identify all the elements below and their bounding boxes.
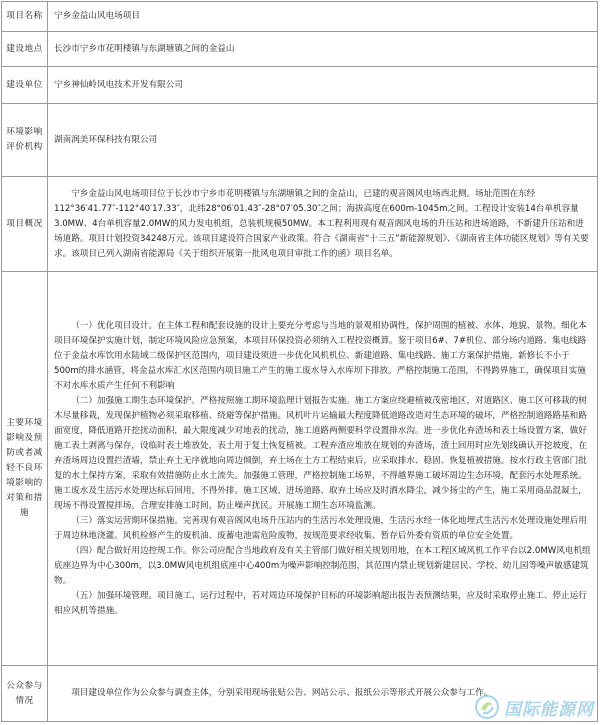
label-project-name: 项目名称: [2, 2, 48, 32]
row-eia-org: [2, 104, 598, 177]
public-paragraph: 项目建设单位作为公众参与调查主体，分别采用现场张贴公告、网站公示、报纸公示等形式开展公众参与工作。: [71, 688, 493, 698]
value-builder: 宁乡神仙岭风电技术开发有限公司: [48, 67, 598, 104]
measure-paragraph-4: （四）配合做好用边控规工作。你公司应配合当地政府及有关主管部门做好相关规划用地，在本工程区域风机工作平台以2.0MW风电机组底座边界为中心300m，以3.0MW风电机组底座中心400m为噪声影响控制范围，其范围内禁止规划新建居民、学校、幼儿园等噪声敏感建筑物。: [54, 545, 591, 586]
measure-paragraph-2: （二）加强施工期生态环境保护。严格按照施工期环境监理计划报告实施。施工方案应绕避植被茂密地区，对道路区、施工区可移栽的树木尽量移栽，发现保护植物必须采取移植、绕避等保护措施。风机叶片运输最大程度降低道路改造对生态环境的破坏，严格控制道路路基和路面宽度，降低道路开挖扰动面积，最大限度减少对地表的扰动，施工道路两侧要科学设置排水沟。进一步优化弃渣场和表土场设置方案，做好施工表土剥离与保存，设临时表土堆放处，表土用于复土恢复植被。工程弃渣应堆放在规划的弃渣场，渣土回用时应先划线确认开挖坡度，在弃渣场周边设置拦渣墙，禁止弃土无序就地向周边倾倒，弃土场在土方工程结束后，应采取排水、稳固、恢复植被措施。按水行政主管部门批复的水土保持方案，采取有效措施防止水土流失。加强施工管理，严格控制施工场界，不得越界施工破坏周边生态环境，配套污水处理系统。施工废水及生活污水处理达标后回用，不得外排。施工区域、进场道路、取弃土场应及时洒水降尘，减少扬尘的产生，施工采用商品混凝土，现场不得设置搅拌场。合理安排施工时间，防止噪声扰民。开展施工期生态环境监测。: [54, 395, 587, 511]
value-overview: [48, 177, 598, 272]
watermark: [474, 692, 594, 722]
project-info-table: [1, 1, 598, 722]
row-builder: [2, 67, 598, 104]
value-measures: [48, 272, 598, 666]
measure-paragraph-1: （一）优化项目设计。在主体工程和配套设施的设计上要充分考虑与当地的景观相协调性，保护周围的植被、水体、地貌、景物。细化本项目环境保护实施计划，制定环境风险应急预案，本项目环保投资必须纳入工程投资概算。鉴于项目6#、7#机位、部分场内道路、集电线路位于金益水库饮用水陆域二级保护区范围内，项目建设须进一步优化风机机位、新建道路、集电线路、施工方案保护措施，新修长不小于500m的排水涵管，将金益水库汇水区范围内项目施工产生的施工废水导入水库坝下排放。严格控制施工范围，不得跨界施工，确保项目实施不对水库水质产生任何不利影响: [54, 320, 587, 391]
energy-logo-icon: [474, 694, 500, 720]
label-eia-org: 环境影响评价机构: [2, 104, 48, 177]
watermark-text: 国际能源网: [504, 699, 594, 720]
measure-paragraph-3: （三）落实运营期环保措施。完善现有观音阁风电场升压站内的生活污水处理设施，生活污水经一体化地埋式生活污水处理设施处理后用于周边林地浇灌。风机检修产生的废机油、废蓄电池需危险废物，按规范要求经收集、暂存后外委有资质的单位安全处置。: [54, 515, 587, 541]
value-project-name: 宁乡金益山风电场项目: [48, 2, 598, 32]
measure-paragraph-5: （五）加强环境管理。项目施工、运行过程中，若对周边环境保护目标的环境影响超出报告表预测结果，应及时采取停止施工、停止运行相应风机等措施。: [54, 590, 587, 616]
value-location: 长沙市宁乡市花明楼镇与东湖塘镇之间的金益山: [48, 32, 598, 67]
label-builder: 建设单位: [2, 67, 48, 104]
row-measures: [2, 272, 598, 666]
label-measures: 主要环境影响及预防或者减轻不良环境影响的对策和措施: [2, 272, 48, 666]
label-overview: 项目概况: [2, 177, 48, 272]
row-location: [2, 32, 598, 67]
overview-paragraph: 宁乡金益山风电场项目位于长沙市宁乡市花明楼镇与东湖塘镇之间的金益山，已建的观音阁风电场西北侧。场址范围在东经112°36′41.77″-112°40′17.33″，北纬28°06′01.43″-28°07′05.30″之间；海拔高度在600m-1045m之间。工程设计安装14台单机容量3.0MW、4台单机容量2.0MW的风力发电机组，总装机规模50MW。本工程利用现有观音阁风电场的升压站和进场道路，不新建升压站和进场道路。项目计划投资34248万元。该项目建设符合国家产业政策。符合《湖南省“十三五”新能源规划》、《湖南省主体功能区规划》等有关要求。该项目已列入湖南省能源局《关于组织开展第一批风电项目审批工作的函》项目名单。: [54, 188, 589, 259]
row-overview: [2, 177, 598, 272]
value-eia-org: 湖南润美环保科技有限公司: [48, 104, 598, 177]
label-public: 公众参与情况: [2, 666, 48, 722]
row-project-name: [2, 2, 598, 32]
label-location: 建设地点: [2, 32, 48, 67]
